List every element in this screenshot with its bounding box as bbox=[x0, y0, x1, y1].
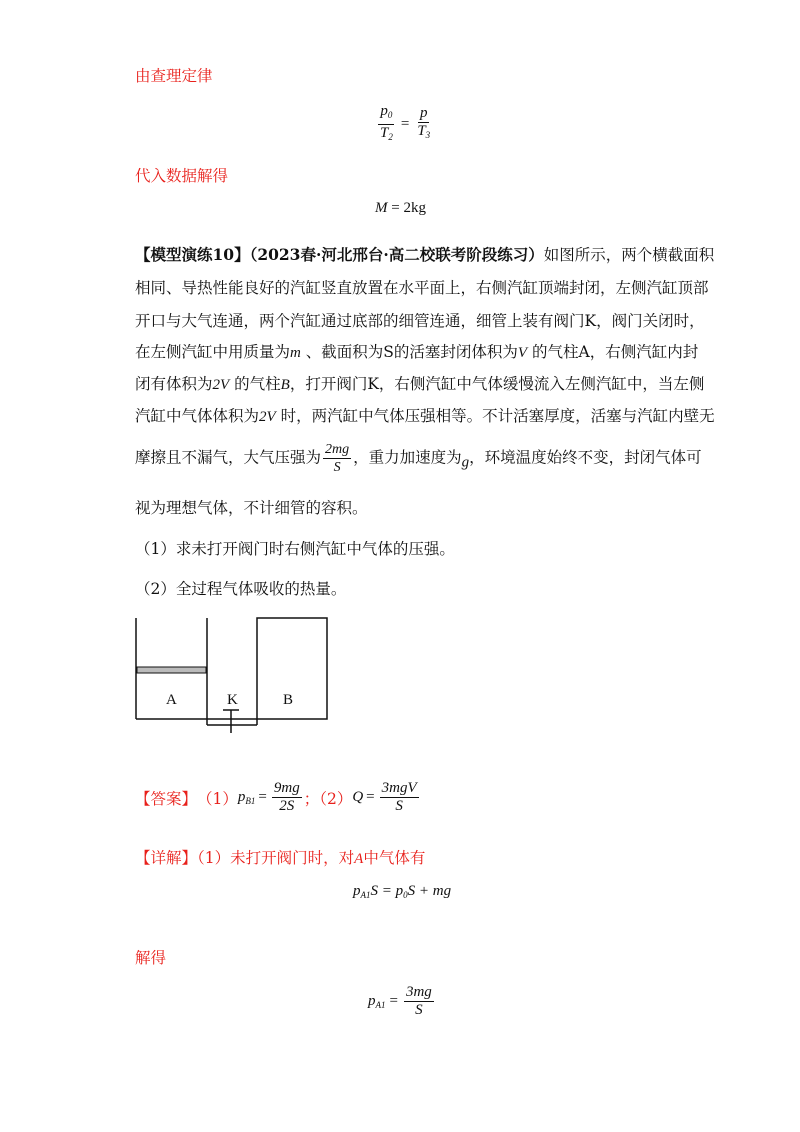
problem-line-1: 【模型演练10】（2023春·河北邢台·高二校联考阶段练习）如图所示，两个横截面积 bbox=[135, 245, 715, 264]
label-a: A bbox=[166, 692, 177, 708]
answer-line: 【答案】 （1） $p_{B1}$ = $\frac{9mg}{2S}$ ；（2） Q = $\frac{\text{3mgV}}{S}$ bbox=[135, 780, 417, 814]
cylinders-diagram bbox=[130, 612, 335, 740]
question-2: （2）全过程气体吸收的热量。 bbox=[135, 580, 347, 598]
equation-pressure-a1: $p_{A1}$ = $\frac{3mg}{S}$ bbox=[368, 984, 432, 1018]
heading-solve-2: 解得 bbox=[135, 949, 167, 967]
problem-line-2: 相同、导热性能良好的汽缸竖直放置在水平面上，右侧汽缸顶端封闭，左侧汽缸顶部 bbox=[135, 279, 709, 297]
detail-line: 【详解】（1）未打开阀门时，对A中气体有 bbox=[135, 849, 426, 867]
label-k: K bbox=[227, 692, 238, 708]
equation-force-balance: $p_{A1}S = p_0S$ + mg bbox=[353, 883, 452, 900]
problem-source: （2023春·河北邢台·高二校联考阶段练习） bbox=[249, 245, 544, 264]
problem-line-4: 在左侧汽缸中用质量为m 、截面积为S的活塞封闭体积为V 的气柱A，右侧汽缸内封 bbox=[135, 343, 699, 361]
problem-line-5: 闭有体积为2V 的气柱B，打开阀门K，右侧汽缸中气体缓慢流入左侧汽缸中，当左侧 bbox=[135, 375, 705, 393]
equation-mass: M = 2kg bbox=[375, 200, 426, 216]
problem-line-6: 汽缸中气体体积为2V 时，两汽缸中气体压强相等。不计活塞厚度，活塞与汽缸内壁无 bbox=[135, 407, 715, 425]
equation-charles-law: $\frac{p_0}{T_2}$ = $\frac{p}{T_3}$ bbox=[380, 103, 431, 142]
heading-law: 由查理定律 bbox=[135, 67, 213, 85]
problem-line-7: 摩擦且不漏气，大气压强为 $\frac{2mg}{S}$ ，重力加速度为g，环境温度始终不变，封闭气体可 bbox=[135, 442, 702, 475]
problem-tag: 【模型演练10】 bbox=[135, 245, 250, 264]
detail-tag: 【详解】 bbox=[135, 849, 198, 867]
question-1: （1）求未打开阀门时右侧汽缸中气体的压强。 bbox=[135, 540, 455, 558]
answer-tag: 【答案】 bbox=[135, 789, 198, 808]
problem-line-3: 开口与大气连通，两个汽缸通过底部的细管连通，细管上装有阀门K，阀门关闭时， bbox=[135, 312, 705, 330]
heading-substitute: 代入数据解得 bbox=[135, 167, 229, 185]
label-b: B bbox=[283, 692, 294, 708]
problem-line-8: 视为理想气体，不计细管的容积。 bbox=[135, 499, 368, 517]
piston bbox=[137, 667, 206, 673]
